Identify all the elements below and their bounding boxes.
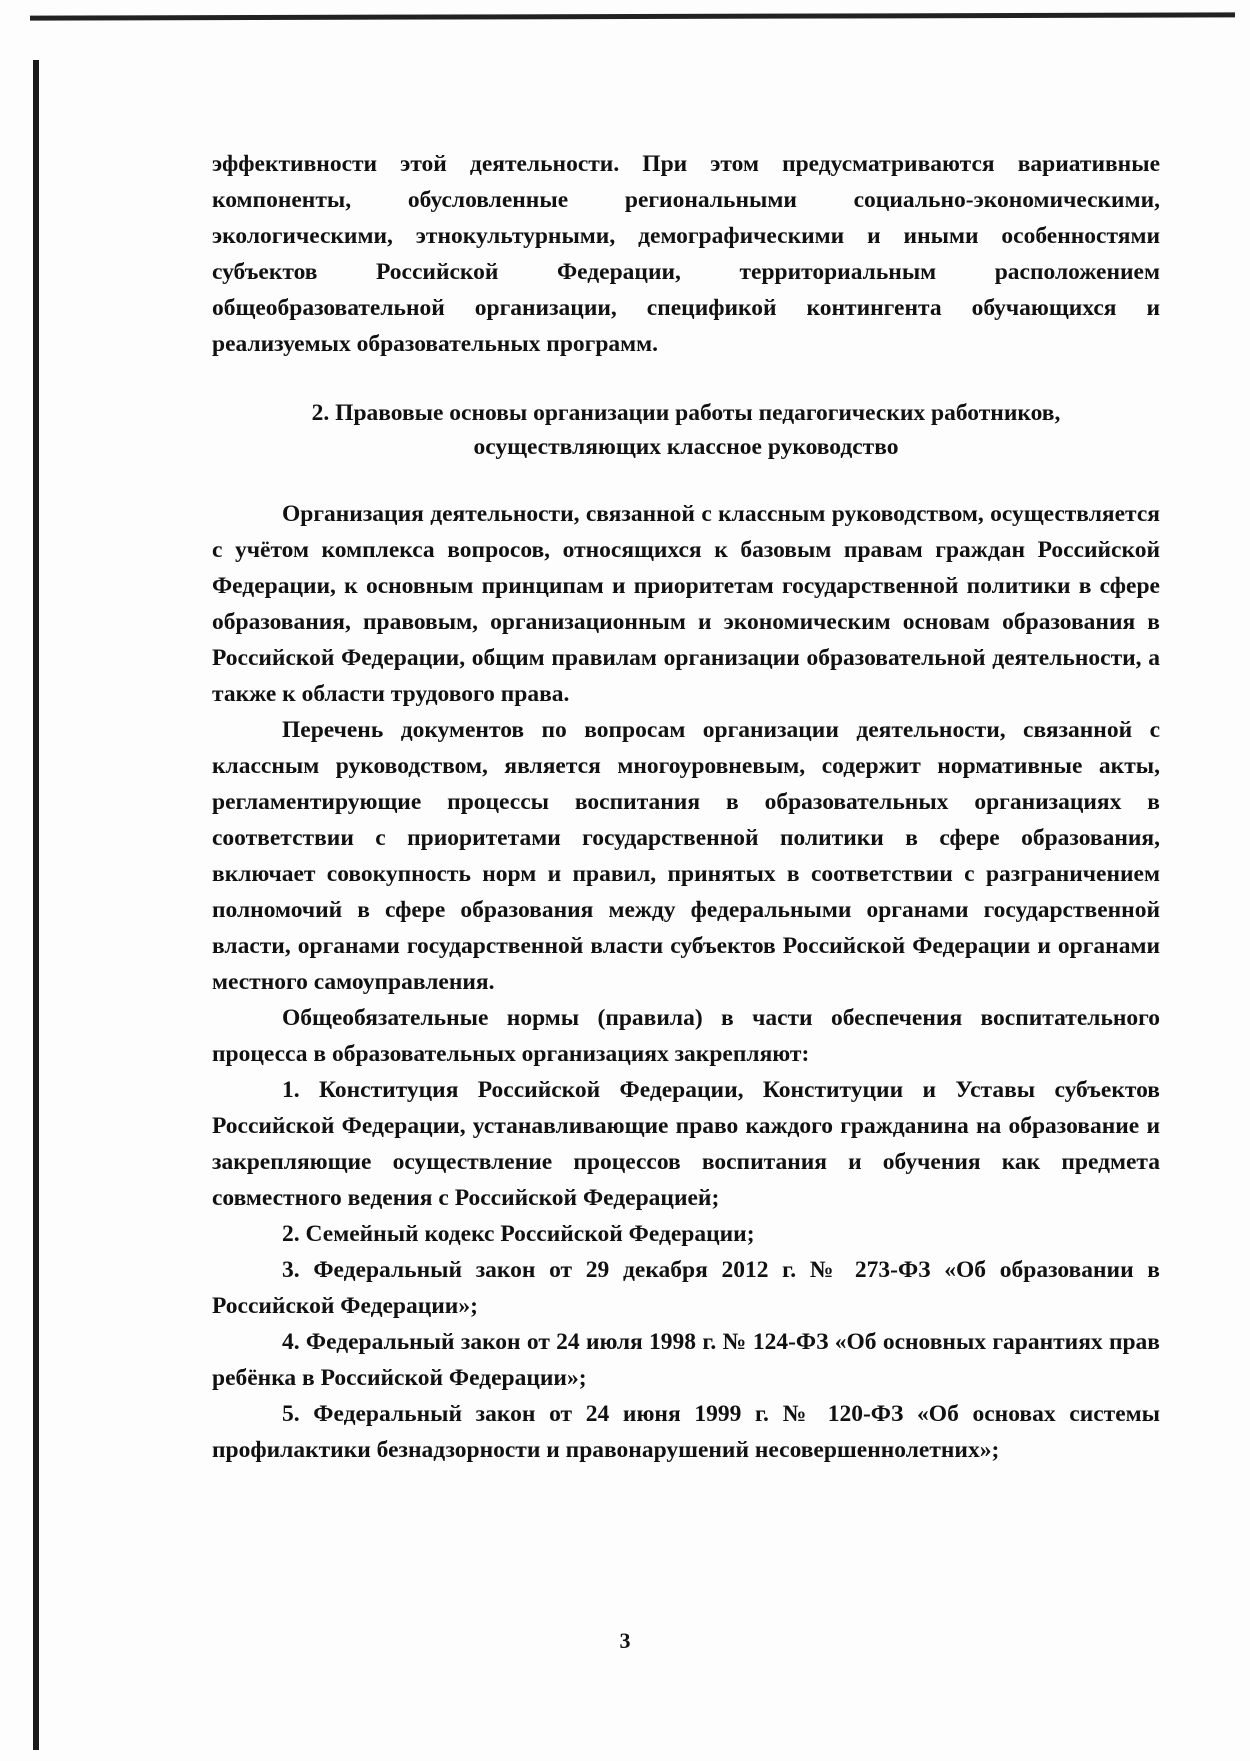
- list-item: 4. Федеральный закон от 24 июля 1998 г. № 124-ФЗ «Об основных гарантиях прав ребёнка в Российской Федерации»;: [212, 1329, 1160, 1391]
- scan-left-edge: [33, 60, 39, 1750]
- document-page: [212, 146, 1160, 1468]
- list-item: 5. Федеральный закон от 24 июня 1999 г. № 120-ФЗ «Об основах системы профилактики безнадзорности и правонарушений несовершеннолетних»;: [212, 1401, 1160, 1463]
- paragraph: Общеобязательные нормы (правила) в части обеспечения воспитательного процесса в образовательных организациях закрепляют:: [212, 1005, 1160, 1067]
- list-item: 2. Семейный кодекс Российской Федерации;: [282, 1221, 755, 1247]
- intro-paragraph: эффективности этой деятельности. При этом предусматриваются вариативные компоненты, обусловленные региональными социально-экономическими, экологическими, этнокультурными, демографическими и иными особенностями субъектов Российской Федерации, территориальным расположением общеобразовательной организации, спецификой контингента обучающихся и реализуемых образовательных программ.: [212, 151, 1160, 357]
- section-heading-line1: 2. Правовые основы организации работы педагогических работников,: [311, 400, 1061, 426]
- paragraph: Организация деятельности, связанной с классным руководством, осуществляется с учётом комплекса вопросов, относящихся к базовым правам граждан Российской Федерации, к основным принципам и приоритетам государственной политики в сфере образования, правовым, организационным и экономическим основам образования в Российской Федерации, общим правилам организации образовательной деятельности, а также к области трудового права.: [212, 501, 1160, 707]
- paragraph: Перечень документов по вопросам организации деятельности, связанной с классным руководством, является многоуровневым, содержит нормативные акты, регламентирующие процессы воспитания в образовательных организациях в соответствии с приоритетами государственной политики в сфере образования, включает совокупность норм и правил, принятых в соответствии с разграничением полномочий в сфере образования между федеральными органами государственной власти, органами государственной власти субъектов Российской Федерации и органами местного самоуправления.: [212, 717, 1160, 995]
- page-number: 3: [619, 1628, 631, 1653]
- scan-top-rule: [30, 12, 1235, 20]
- list-item: 3. Федеральный закон от 29 декабря 2012 г. № 273-ФЗ «Об образовании в Российской Федерации»;: [212, 1257, 1160, 1319]
- section-heading: [212, 396, 1160, 464]
- section-heading-line2: осуществляющих классное руководство: [473, 434, 899, 460]
- list-item: 1. Конституция Российской Федерации, Конституции и Уставы субъектов Российской Федерации, устанавливающие право каждого гражданина на образование и закрепляющие осуществление процессов воспитания и обучения как предмета совместного ведения с Российской Федерацией;: [212, 1077, 1160, 1211]
